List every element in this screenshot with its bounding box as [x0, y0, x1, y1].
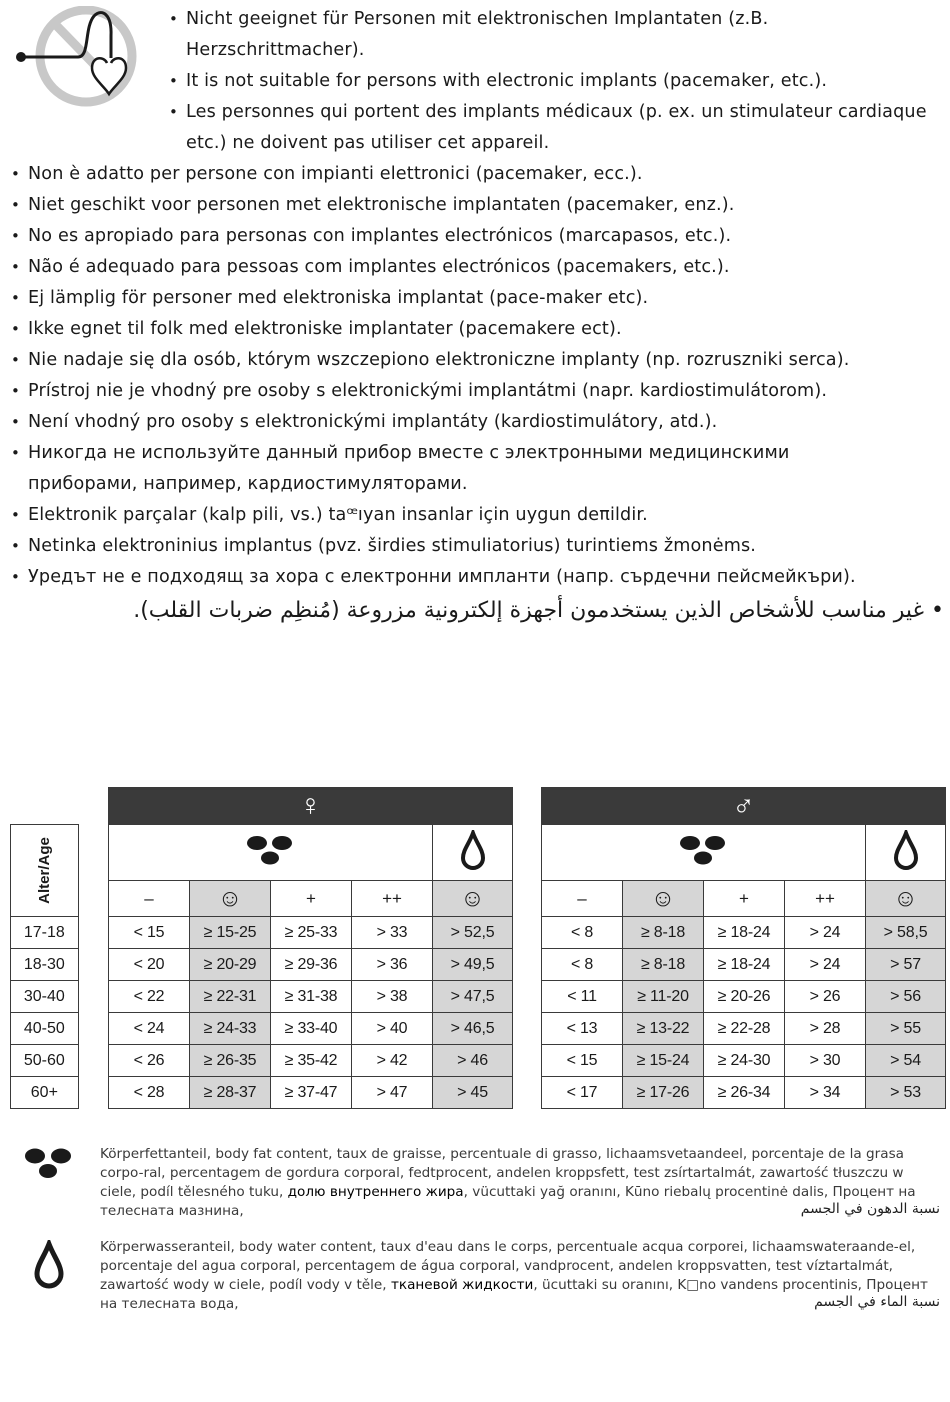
age-header	[11, 825, 79, 917]
cell: > 49,5	[433, 949, 513, 981]
cell: ≥ 18-24	[704, 949, 785, 981]
cell: ≥ 29-36	[271, 949, 352, 981]
warning-pl: • Nie nadaje się dla osób, którym wszczepiono elektroniczne implanty (np. rozruszniki serca).	[11, 350, 850, 370]
cell: ≥ 15-25	[190, 917, 271, 949]
fat-icon-cell	[109, 825, 433, 881]
cell: > 47	[352, 1077, 433, 1109]
age-table	[10, 824, 79, 1109]
cell: < 22	[109, 981, 190, 1013]
warning-it: • Non è adatto per persone con impianti elettronici (pacemaker, ecc.).	[11, 164, 643, 184]
cell: ≥ 22-31	[190, 981, 271, 1013]
cell: > 34	[785, 1077, 866, 1109]
warning-es: • No es apropiado para personas con implantes electrónicos (marcapasos, etc.).	[11, 226, 732, 246]
cell: < 24	[109, 1013, 190, 1045]
cell: > 33	[352, 917, 433, 949]
cell: > 54	[866, 1045, 946, 1077]
age-cell: 18-30	[11, 949, 79, 981]
warning-tr: • Elektronik parçalar (kalp pili, vs.) taꟹıyan insanlar için uygun deπildir.	[11, 505, 648, 525]
cell: ≥ 26-34	[704, 1077, 785, 1109]
table-row	[542, 1013, 946, 1045]
cell: ≥ 25-33	[271, 917, 352, 949]
warning-de-cont: Herzschrittmacher).	[186, 40, 365, 60]
warning-fr: • Les personnes qui portent des implants médicaux (p. ex. un stimulateur cardiaque	[169, 102, 927, 122]
water-drop-icon	[33, 1240, 65, 1290]
cell: ≥ 15-24	[623, 1045, 704, 1077]
cell: > 36	[352, 949, 433, 981]
cell: > 53	[866, 1077, 946, 1109]
cell: > 55	[866, 1013, 946, 1045]
water-legend: Körperwasseranteil, body water content, taux d'eau dans le corps, percentuale acqua corporei, lichaamswateraande-el, porcentaje del agua corporal, percentagem de água corporal, vandprocent, andelen kroppsvatten, test víztartalmát, zawartość wody w ciele, podíl vody v těle, тканевой жидкости, ücuttaki su oranını, K□no vandens procentinis, Процент на телесната вода,	[100, 1239, 928, 1312]
level-water-smiley-icon: ☺	[433, 881, 513, 917]
fat-drops-icon	[246, 834, 296, 866]
cell: > 45	[433, 1077, 513, 1109]
cell: > 57	[866, 949, 946, 981]
cell: ≥ 31-38	[271, 981, 352, 1013]
cell: ≥ 8-18	[623, 949, 704, 981]
cell: > 46	[433, 1045, 513, 1077]
cell: < 17	[542, 1077, 623, 1109]
cell: > 28	[785, 1013, 866, 1045]
table-row	[109, 1013, 513, 1045]
cell: ≥ 11-20	[623, 981, 704, 1013]
cell: ≥ 20-29	[190, 949, 271, 981]
cell: < 11	[542, 981, 623, 1013]
fat-drops-icon	[679, 834, 729, 866]
table-row	[542, 917, 946, 949]
fat-legend: Körperfettanteil, body fat content, taux de graisse, percentuale di grasso, lichaamsvetaandeel, porcentaje de la grasa corpo-ral, percentagem de gordura corporal, fedtprocent, andelen kroppsfett, test zsírtartalmát, zawartość tłuszczu w ciele, podíl tělesného tuku, долю внутреннего жира, vücuttaki yağ oranını, Kūno riebalų procentinė dalis, Процент на телесната мазнина,	[100, 1146, 916, 1219]
table-row	[109, 981, 513, 1013]
no-pacemaker-icon	[12, 6, 142, 108]
cell: > 38	[352, 981, 433, 1013]
cell: > 26	[785, 981, 866, 1013]
water-drop-icon	[893, 830, 919, 870]
water-legend-ar: نسبة الماء في الجسم	[814, 1294, 940, 1310]
age-cell: 30-40	[11, 981, 79, 1013]
warning-no: • Ikke egnet til folk med elektroniske implantater (pacemakere ect).	[11, 319, 622, 339]
table-row	[542, 1077, 946, 1109]
fat-drops-icon	[24, 1146, 74, 1180]
cell: < 15	[109, 917, 190, 949]
warning-bg: • Уредът не е подходящ за хора с електронни импланти (напр. сърдечни пейсмейкъри).	[11, 567, 856, 587]
warning-sv: • Ej lämplig för personer med elektroniska implantat (pace-maker etc).	[11, 288, 649, 308]
cell: ≥ 22-28	[704, 1013, 785, 1045]
cell: > 58,5	[866, 917, 946, 949]
cell: < 8	[542, 917, 623, 949]
warning-nl: • Niet geschikt voor personen met elektronische implantaten (pacemaker, enz.).	[11, 195, 735, 215]
male-symbol: ♂	[542, 788, 946, 825]
cell: > 56	[866, 981, 946, 1013]
level-ok-smiley-icon: ☺	[190, 881, 271, 917]
level-plus: +	[271, 881, 352, 917]
age-cell: 50-60	[11, 1045, 79, 1077]
cell: > 46,5	[433, 1013, 513, 1045]
age-label: Alter/Age	[35, 836, 53, 904]
level-plus: +	[704, 881, 785, 917]
cell: ≥ 20-26	[704, 981, 785, 1013]
level-water-smiley-icon: ☺	[866, 881, 946, 917]
cell: < 15	[542, 1045, 623, 1077]
age-cell: 17-18	[11, 917, 79, 949]
water-drop-icon	[460, 830, 486, 870]
warning-ru-cont: приборами, например, кардиостимуляторами.	[28, 474, 468, 494]
cell: < 28	[109, 1077, 190, 1109]
cell: > 42	[352, 1045, 433, 1077]
cell: < 8	[542, 949, 623, 981]
cell: > 24	[785, 949, 866, 981]
cell: ≥ 18-24	[704, 917, 785, 949]
table-row	[542, 949, 946, 981]
fat-legend-ar: نسبة الدهون في الجسم	[800, 1201, 940, 1217]
cell: > 30	[785, 1045, 866, 1077]
water-icon-cell	[866, 825, 946, 881]
table-row	[542, 981, 946, 1013]
level-plusplus: ++	[352, 881, 433, 917]
cell: ≥ 28-37	[190, 1077, 271, 1109]
cell: > 47,5	[433, 981, 513, 1013]
water-icon-cell	[433, 825, 513, 881]
level-low: –	[542, 881, 623, 917]
fat-icon-cell	[542, 825, 866, 881]
female-symbol: ♀	[109, 788, 513, 825]
cell: < 20	[109, 949, 190, 981]
warning-en: • It is not suitable for persons with electronic implants (pacemaker, etc.).	[169, 71, 828, 91]
cell: < 26	[109, 1045, 190, 1077]
cell: ≥ 35-42	[271, 1045, 352, 1077]
female-table	[108, 787, 513, 1109]
table-row	[109, 917, 513, 949]
cell: ≥ 8-18	[623, 917, 704, 949]
cell: ≥ 33-40	[271, 1013, 352, 1045]
level-plusplus: ++	[785, 881, 866, 917]
cell: ≥ 26-35	[190, 1045, 271, 1077]
male-table	[541, 787, 946, 1109]
cell: ≥ 37-47	[271, 1077, 352, 1109]
table-row	[109, 1077, 513, 1109]
age-cell: 40-50	[11, 1013, 79, 1045]
warning-sk: • Prístroj nie je vhodný pre osoby s elektronickými implantátmi (napr. kardiostimulátorom).	[11, 381, 828, 401]
level-low: –	[109, 881, 190, 917]
warning-cs: • Není vhodný pro osoby s elektronickými implantáty (kardiostimulátory, atd.).	[11, 412, 718, 432]
warning-pt: • Não é adequado para pessoas com implantes electrónicos (pacemakers, etc.).	[11, 257, 730, 277]
cell: ≥ 24-30	[704, 1045, 785, 1077]
warning-de: • Nicht geeignet für Personen mit elektronischen Implantaten (z.B.	[169, 9, 769, 29]
cell: ≥ 13-22	[623, 1013, 704, 1045]
warning-ar: • غير مناسب للأشخاص الذين يستخدمون أجهزة إلكترونية مزروعة (مُنظِم ضربات القلب).	[133, 598, 944, 623]
level-ok-smiley-icon: ☺	[623, 881, 704, 917]
cell: > 40	[352, 1013, 433, 1045]
table-row	[109, 1045, 513, 1077]
cell: > 24	[785, 917, 866, 949]
cell: ≥ 24-33	[190, 1013, 271, 1045]
warning-ru: • Никогда не используйте данный прибор вместе с электронными медицинскими	[11, 443, 790, 463]
warning-fr-cont: etc.) ne doivent pas utiliser cet appareil.	[186, 133, 550, 153]
cell: ≥ 17-26	[623, 1077, 704, 1109]
table-row	[109, 949, 513, 981]
cell: > 52,5	[433, 917, 513, 949]
cell: < 13	[542, 1013, 623, 1045]
age-cell: 60+	[11, 1077, 79, 1109]
table-row	[542, 1045, 946, 1077]
warning-lt: • Netinka elektroninius implantus (pvz. širdies stimuliatorius) turintiems žmonėms.	[11, 536, 757, 556]
